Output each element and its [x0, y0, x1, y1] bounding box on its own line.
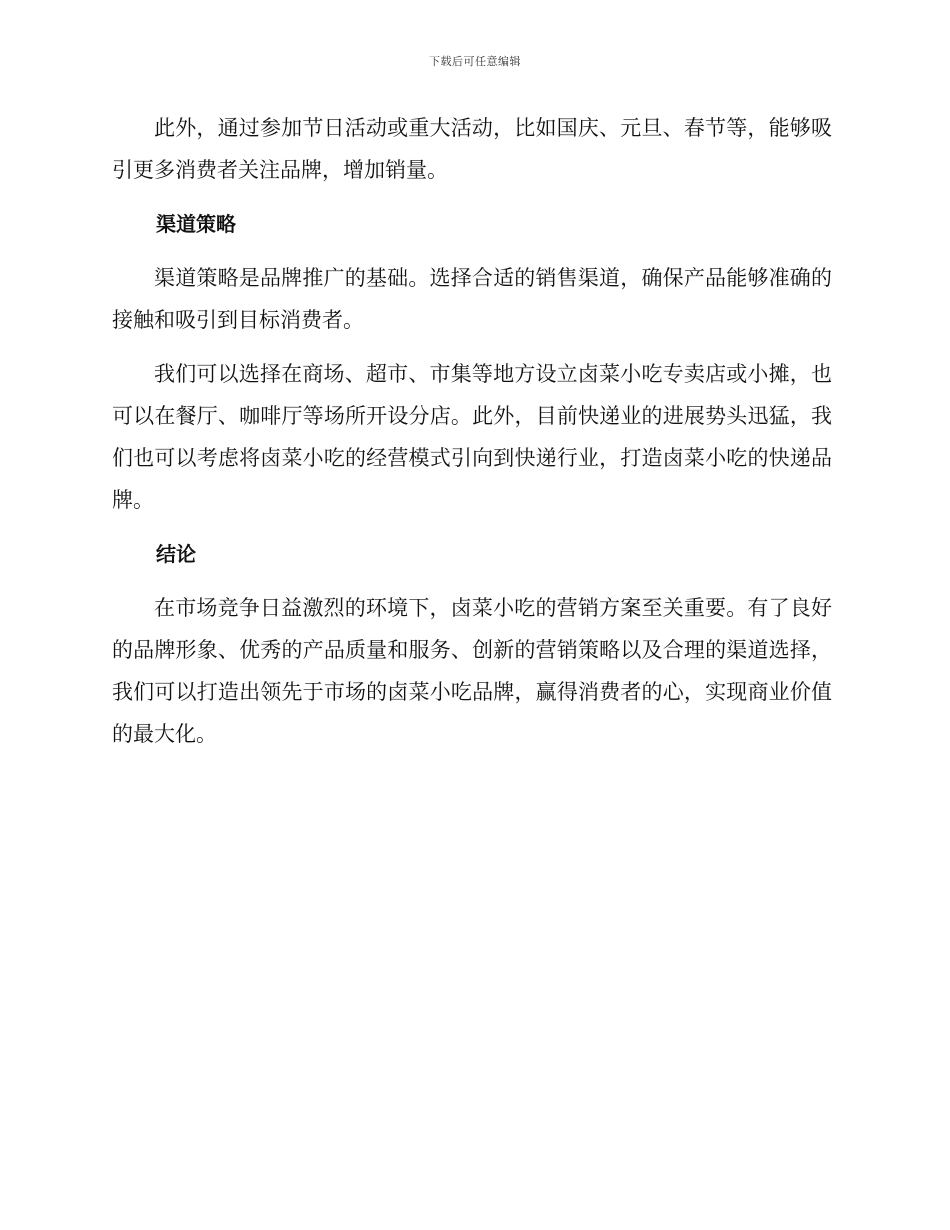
section-heading-conclusion: 结论 [156, 542, 196, 566]
section-heading-channel-strategy: 渠道策略 [156, 212, 236, 236]
paragraph-holiday-events: 此外，通过参加节日活动或重大活动，比如国庆、元旦、春节等，能够吸引更多消费者关注品牌，增加销量。 [112, 116, 832, 182]
document-body [112, 107, 832, 767]
page-header: 下载后可任意编辑 [429, 55, 521, 68]
paragraph-conclusion: 在市场竞争日益激烈的环境下，卤菜小吃的营销方案至关重要。有了良好的品牌形象、优秀的产品质量和服务、创新的营销策略以及合理的渠道选择，我们可以打造出领先于市场的卤菜小吃品牌，赢得消费者的心，实现商业价值的最大化。 [112, 596, 832, 746]
paragraph-channel-options: 我们可以选择在商场、超市、市集等地方设立卤菜小吃专卖店或小摊，也可以在餐厅、咖啡厅等场所开设分店。此外，目前快递业的进展势头迅猛，我们也可以考虑将卤菜小吃的经营模式引向到快递行业，打造卤菜小吃的快递品牌。 [112, 362, 832, 512]
paragraph-channel-intro: 渠道策略是品牌推广的基础。选择合适的销售渠道，确保产品能够准确的接触和吸引到目标消费者。 [112, 266, 832, 332]
